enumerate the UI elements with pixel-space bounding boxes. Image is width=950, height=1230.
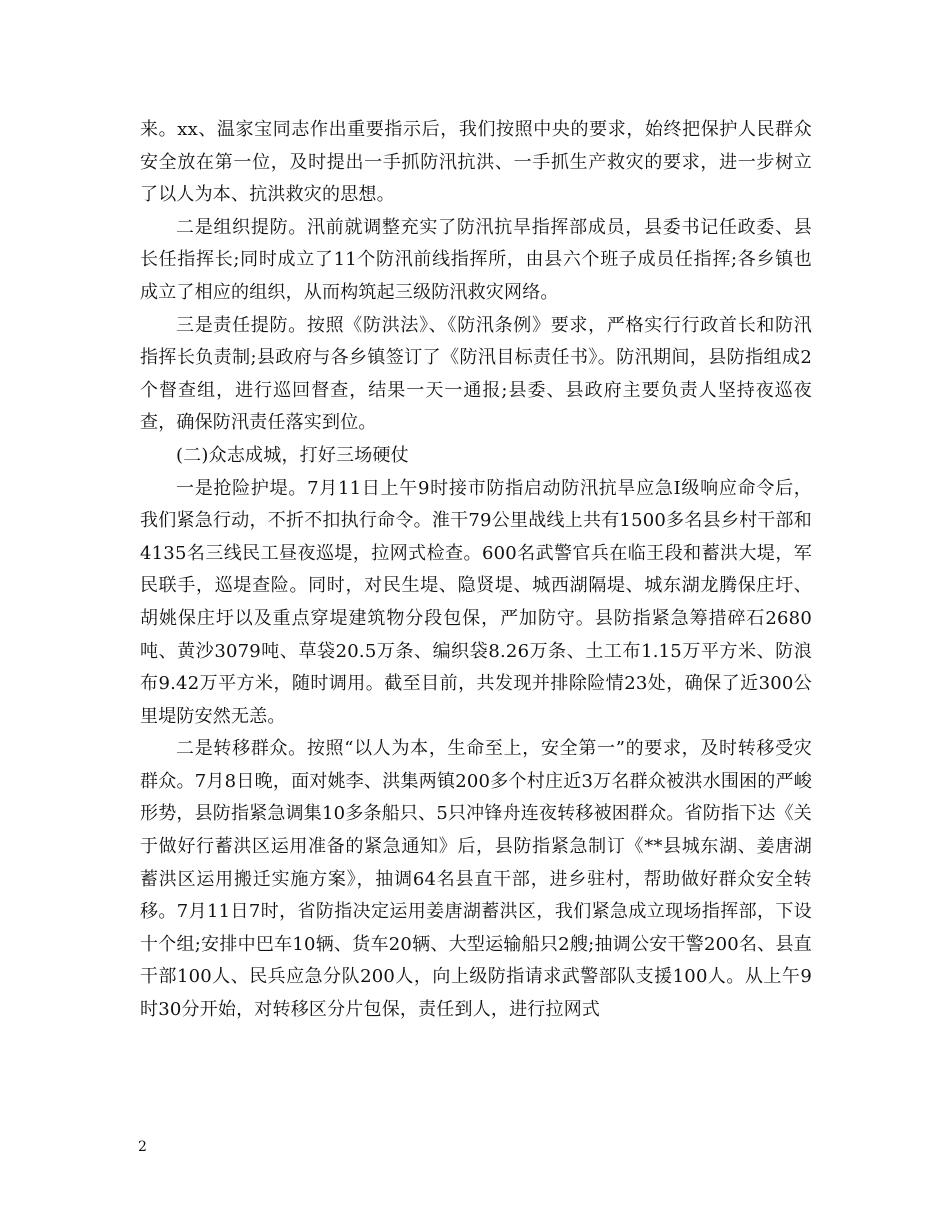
paragraph-responsibility: 三是责任提防。按照《防洪法》、《防汛条例》要求，严格实行行政首长和防汛指挥长负责制;县政府与各乡镇签订了《防汛目标责任书》。防汛期间，县防指组成2个督查组，进行巡回督查，结果一天一通报;县委、县政府主要负责人坚持夜巡夜查，确保防汛责任落实到位。 [140,314,812,434]
paragraph-organization: 二是组织提防。汛前就调整充实了防汛抗旱指挥部成员，县委书记任政委、县长任指挥长;同时成立了11个防汛前线指挥所，由县六个班子成员任指挥;各乡镇也成立了相应的组织，从而构筑起三级防汛救灾网络。 [140,216,812,303]
paragraph-evacuation: 二是转移群众。按照“以人为本，生命至上，安全第一”的要求，及时转移受灾群众。7月8日晚，面对姚李、洪集两镇200多个村庄近3万名群众被洪水围困的严峻形势，县防指紧急调集10多条船只、5只冲锋舟连夜转移被困群众。省防指下达《关于做好行蓄洪区运用准备的紧急通知》后，县防指紧急制订《**县城东湖、姜唐湖蓄洪区运用搬迁实施方案》，抽调64名县直干部，进乡驻村，帮助做好群众安全转移。7月11日7时，省防指决定运用姜唐湖蓄洪区，我们紧急成立现场指挥部，下设十个组;安排中巴车10辆、货车20辆、大型运输船只2艘;抽调公安干警200名、县直干部100人、民兵应急分队200人，向上级防指请求武警部队支援100人。从上午9时30分开始，对转移区分片包保，责任到人，进行拉网式 [140,738,812,1021]
section-heading: (二)众志成城，打好三场硬仗 [176,444,409,466]
paragraph-embankment-rescue: 一是抢险护堤。7月11日上午9时接市防指启动防汛抗旱应急Ⅰ级响应命令后，我们紧急行动，不折不扣执行命令。淮干79公里战线上共有1500多名县乡村干部和4135名三线民工昼夜巡堤，拉网式检查。600名武警官兵在临王段和蓄洪大堤，军民联手，巡堤查险。同时，对民生堤、隐贤堤、城西湖隔堤、城东湖龙腾保庄圩、胡姚保庄圩以及重点穿堤建筑物分段包保，严加防守。县防指紧急筹措碎石2680吨、黄沙3079吨、草袋20.5万条、编织袋8.26万条、土工布1.15万平方米、防浪布9.42万平方米，随时调用。截至目前，共发现并排除险情23处，确保了近300公里堤防安然无恙。 [140,477,812,727]
document-body [140,114,812,1027]
paragraph-continuation: 来。xx、温家宝同志作出重要指示后，我们按照中央的要求，始终把保护人民群众安全放在第一位，及时提出一手抓防汛抗洪、一手抓生产救灾的要求，进一步树立了以人为本、抗洪救灾的思想。 [140,119,812,206]
page-number: 2 [138,1139,147,1155]
